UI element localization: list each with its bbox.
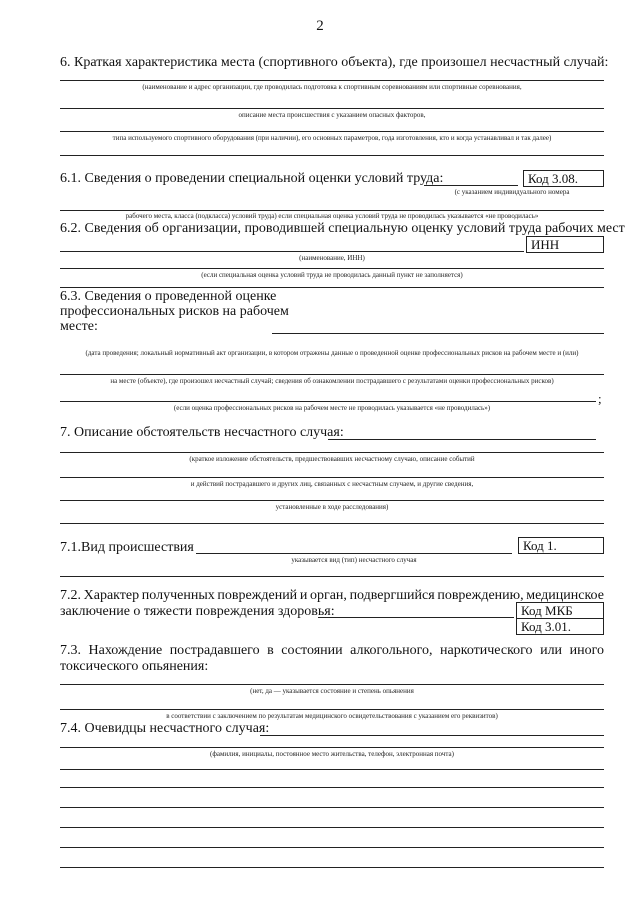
caption: и действий пострадавшего и других лиц, связанных с несчастным случаем, и другие сведения,	[190, 480, 474, 488]
word: повреждению,	[437, 588, 524, 603]
section-7-1-heading: 7.1.Вид происшествия	[60, 540, 194, 555]
caption: (фамилия, инициалы, постоянное место жительства, телефон, электронная почта)	[210, 750, 454, 758]
word: Характер	[83, 588, 140, 603]
code-box-mkb: Код МКБ	[516, 602, 604, 619]
field-line[interactable]	[60, 80, 604, 81]
word: полученных	[141, 588, 215, 603]
word: пострадавшего	[169, 643, 260, 658]
caption: описание места происшествия с указанием опасных факторов,	[238, 111, 426, 119]
field-line[interactable]	[60, 709, 604, 710]
caption: установленные в ходе расследования)	[275, 503, 389, 511]
caption: (наименование и адрес организации, где проводилась подготовка к спортивным соревнованиям или спортивные соревнования,	[142, 83, 522, 91]
section-6-3-line2: профессиональных рисков на рабочем	[60, 304, 289, 319]
caption: (краткое изложение обстоятельств, предшествовавших несчастному случаю, описание событий	[189, 455, 475, 463]
caption: (нет, да — указывается состояние и степень опьянения	[250, 687, 414, 695]
section-6-2-heading: 6.2. Сведения об организации, проводившей специальную оценку условий труда рабочих мест	[60, 221, 625, 236]
section-7-4-heading: 7.4. Очевидцы несчастного случая:	[60, 721, 270, 736]
caption: в соответствии с заключением по результатам медицинского освидетельствования с указанием его реквизитов)	[166, 712, 498, 720]
field-line[interactable]	[60, 769, 604, 770]
field-line[interactable]	[196, 553, 512, 554]
word: в	[267, 643, 274, 658]
code-box-1: Код 1.	[518, 537, 604, 554]
caption: типа используемого спортивного оборудования (при наличии), его основных параметров, года изготовления, кто и когда устанавливал и так далее)	[112, 134, 552, 142]
field-line[interactable]	[60, 747, 604, 748]
field-line[interactable]	[60, 684, 604, 685]
field-line[interactable]	[60, 210, 604, 211]
field-line[interactable]	[60, 401, 596, 402]
word: наркотического	[440, 643, 533, 658]
semicolon: ;	[598, 391, 602, 406]
word: медицинское	[526, 588, 604, 603]
section-6-3-line1: 6.3. Сведения о проведенной оценке	[60, 289, 277, 304]
field-line[interactable]	[60, 251, 524, 252]
field-line[interactable]	[60, 867, 604, 868]
field-line[interactable]	[60, 500, 604, 501]
field-line[interactable]	[60, 807, 604, 808]
field-line[interactable]	[318, 617, 514, 618]
field-line[interactable]	[272, 333, 604, 334]
field-line[interactable]	[60, 108, 604, 109]
field-line[interactable]	[424, 185, 518, 186]
section-6-heading: 6. Краткая характеристика места (спортивного объекта), где произошел несчастный случай:	[60, 55, 609, 70]
word: и	[299, 588, 308, 603]
word: Нахождение	[88, 643, 163, 658]
code-box-3-08: Код 3.08.	[523, 170, 604, 187]
code-box-3-01: Код 3.01.	[516, 618, 604, 635]
word: состоянии	[281, 643, 343, 658]
field-line[interactable]	[60, 452, 604, 453]
caption: (если оценка профессиональных рисков на рабочем месте не проводилась указывается «не проводилась»)	[173, 404, 491, 412]
field-line[interactable]	[60, 523, 604, 524]
section-7-3-line1	[60, 643, 604, 659]
field-line[interactable]	[260, 735, 604, 736]
caption: (наименование, ИНН)	[299, 254, 365, 262]
field-line[interactable]	[60, 827, 604, 828]
caption: (дата проведения; локальный нормативный акт организации, в котором отражены данные о проведенной оценке профессиональных рисков на рабочем месте и (или)	[85, 349, 579, 357]
field-line[interactable]	[60, 268, 604, 269]
field-line[interactable]	[60, 787, 604, 788]
page-number: 2	[316, 18, 324, 34]
caption: указывается вид (тип) несчастного случая	[291, 556, 417, 564]
field-line[interactable]	[328, 439, 596, 440]
field-line[interactable]	[60, 847, 604, 848]
caption: (с указанием индивидуального номера	[454, 188, 570, 196]
caption: (если специальная оценка условий труда не проводилась данный пункт не заполняется)	[201, 271, 463, 279]
caption: рабочего места, класса (подкласса) условий труда) если специальная оценка условий труда не проводилась указывается «не проводилась»	[125, 212, 539, 220]
word: алкогольного,	[350, 643, 433, 658]
field-line[interactable]	[60, 155, 604, 156]
word: 7.2.	[60, 588, 81, 603]
section-7-3-line2: токсического опьянения:	[60, 659, 209, 674]
word: повреждений	[217, 588, 298, 603]
word: подвергшийся	[349, 588, 435, 603]
field-line[interactable]	[60, 131, 604, 132]
word: 7.3.	[60, 643, 81, 658]
word: иного	[569, 643, 604, 658]
section-7-heading: 7. Описание обстоятельств несчастного случая:	[60, 425, 344, 440]
field-line[interactable]	[60, 477, 604, 478]
word: орган,	[309, 588, 347, 603]
section-6-3-line3: месте:	[60, 319, 98, 334]
section-6-1-heading: 6.1. Сведения о проведении специальной оценки условий труда:	[60, 171, 444, 186]
word: или	[540, 643, 563, 658]
field-line[interactable]	[60, 374, 604, 375]
section-7-2-line2: заключение о тяжести повреждения здоровья:	[60, 604, 335, 619]
field-line[interactable]	[60, 287, 604, 288]
inn-box: ИНН	[526, 236, 604, 253]
caption: на месте (объекте), где произошел несчастный случай; сведения об ознакомлении пострадавшего с результатами оценки профессиональных рисков)	[110, 377, 554, 385]
field-line[interactable]	[60, 576, 604, 577]
